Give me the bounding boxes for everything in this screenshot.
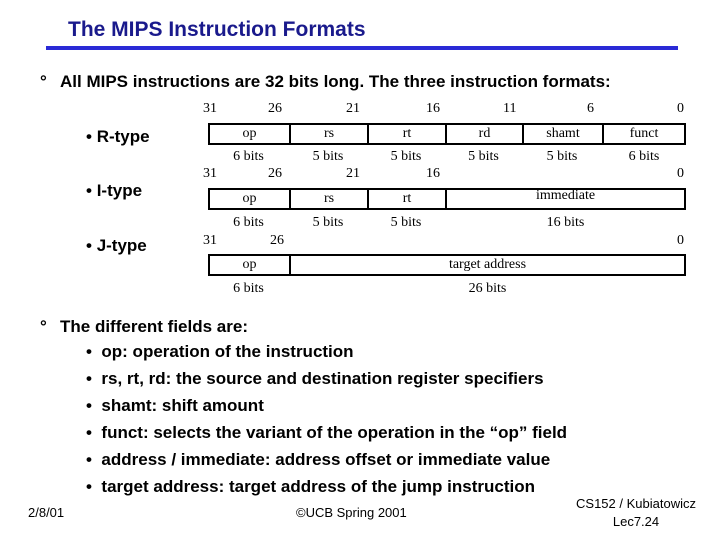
itype-field-rs: rs	[323, 191, 335, 206]
jtype-width-op: 6 bits	[233, 281, 264, 296]
itype-name: I-type	[96, 181, 143, 200]
itype-format-box	[208, 188, 686, 210]
rtype-field-op: op	[242, 126, 257, 141]
itype-width-rt: 5 bits	[390, 215, 422, 230]
jtype-bit-31: 31	[203, 233, 217, 248]
rtype-field-funct: funct	[629, 126, 659, 141]
rtype-bit-16: 16	[426, 101, 440, 116]
field-item: • funct: selects the variant of the operation in the “op” field	[86, 423, 568, 442]
itype-field-op: op	[242, 191, 257, 206]
itype-field-rt: rt	[402, 191, 412, 206]
intro-text: All MIPS instructions are 32 bits long. The three instruction formats:	[60, 72, 611, 91]
slide-title: The MIPS Instruction Formats	[68, 18, 366, 41]
rtype-width-shamt: 5 bits	[546, 149, 578, 164]
field-item: • target address: target address of the jump instruction	[86, 477, 535, 496]
itype-bit-16: 16	[426, 166, 440, 181]
itype-field-immediate: immediate	[535, 188, 596, 203]
footer-course: CS152 / Kubiatowicz	[576, 496, 696, 511]
jtype-width-target: 26 bits	[468, 281, 507, 296]
rtype-label: • R-type	[86, 127, 150, 146]
jtype-bit-26: 26	[270, 233, 284, 248]
jtype-field-target-address: target address	[448, 257, 527, 272]
itype-width-op: 6 bits	[233, 215, 264, 230]
jtype-label: • J-type	[86, 236, 147, 255]
fields-bullet-mark: °	[40, 317, 47, 336]
rtype-bit-11: 11	[503, 101, 517, 116]
jtype-name: J-type	[96, 236, 147, 255]
field-item: • address / immediate: address offset or immediate value	[86, 450, 551, 469]
jtype-field-op: op	[242, 257, 257, 272]
rtype-name: R-type	[96, 127, 150, 146]
rtype-field-rs: rs	[323, 126, 335, 141]
footer-date: 2/8/01	[28, 505, 65, 520]
footer-lecture: Lec7.24	[612, 514, 660, 529]
rtype-bit-26: 26	[268, 101, 282, 116]
rtype-bit-21: 21	[346, 101, 360, 116]
jtype-format-box	[208, 254, 686, 276]
itype-width-rs: 5 bits	[312, 215, 344, 230]
rtype-format-box	[208, 123, 686, 145]
itype-bit-0: 0	[677, 166, 684, 181]
itype-width-immediate: 16 bits	[546, 215, 585, 230]
rtype-bit-31: 31	[203, 101, 217, 116]
title-underline	[46, 46, 678, 50]
rtype-width-funct: 6 bits	[628, 149, 660, 164]
intro-bullet-mark: °	[40, 72, 47, 91]
rtype-width-rt: 5 bits	[390, 149, 422, 164]
rtype-field-rd: rd	[478, 126, 491, 141]
itype-label: • I-type	[86, 181, 143, 200]
field-item: • shamt: shift amount	[86, 396, 264, 415]
itype-bit-21: 21	[346, 166, 360, 181]
jtype-bit-0: 0	[677, 233, 684, 248]
itype-bit-31: 31	[203, 166, 217, 181]
rtype-field-rt: rt	[402, 126, 412, 141]
rtype-width-op: 6 bits	[233, 149, 264, 164]
rtype-field-shamt: shamt	[546, 126, 580, 141]
rtype-bit-6: 6	[587, 101, 594, 116]
field-item: • op: operation of the instruction	[86, 342, 354, 361]
rtype-width-rs: 5 bits	[312, 149, 344, 164]
footer-copyright: ©UCB Spring 2001	[296, 505, 407, 520]
rtype-width-rd: 5 bits	[468, 149, 499, 164]
fields-heading: The different fields are:	[60, 317, 248, 336]
rtype-bit-0: 0	[677, 101, 684, 116]
itype-bit-26: 26	[268, 166, 282, 181]
field-item: • rs, rt, rd: the source and destination register specifiers	[86, 369, 544, 388]
